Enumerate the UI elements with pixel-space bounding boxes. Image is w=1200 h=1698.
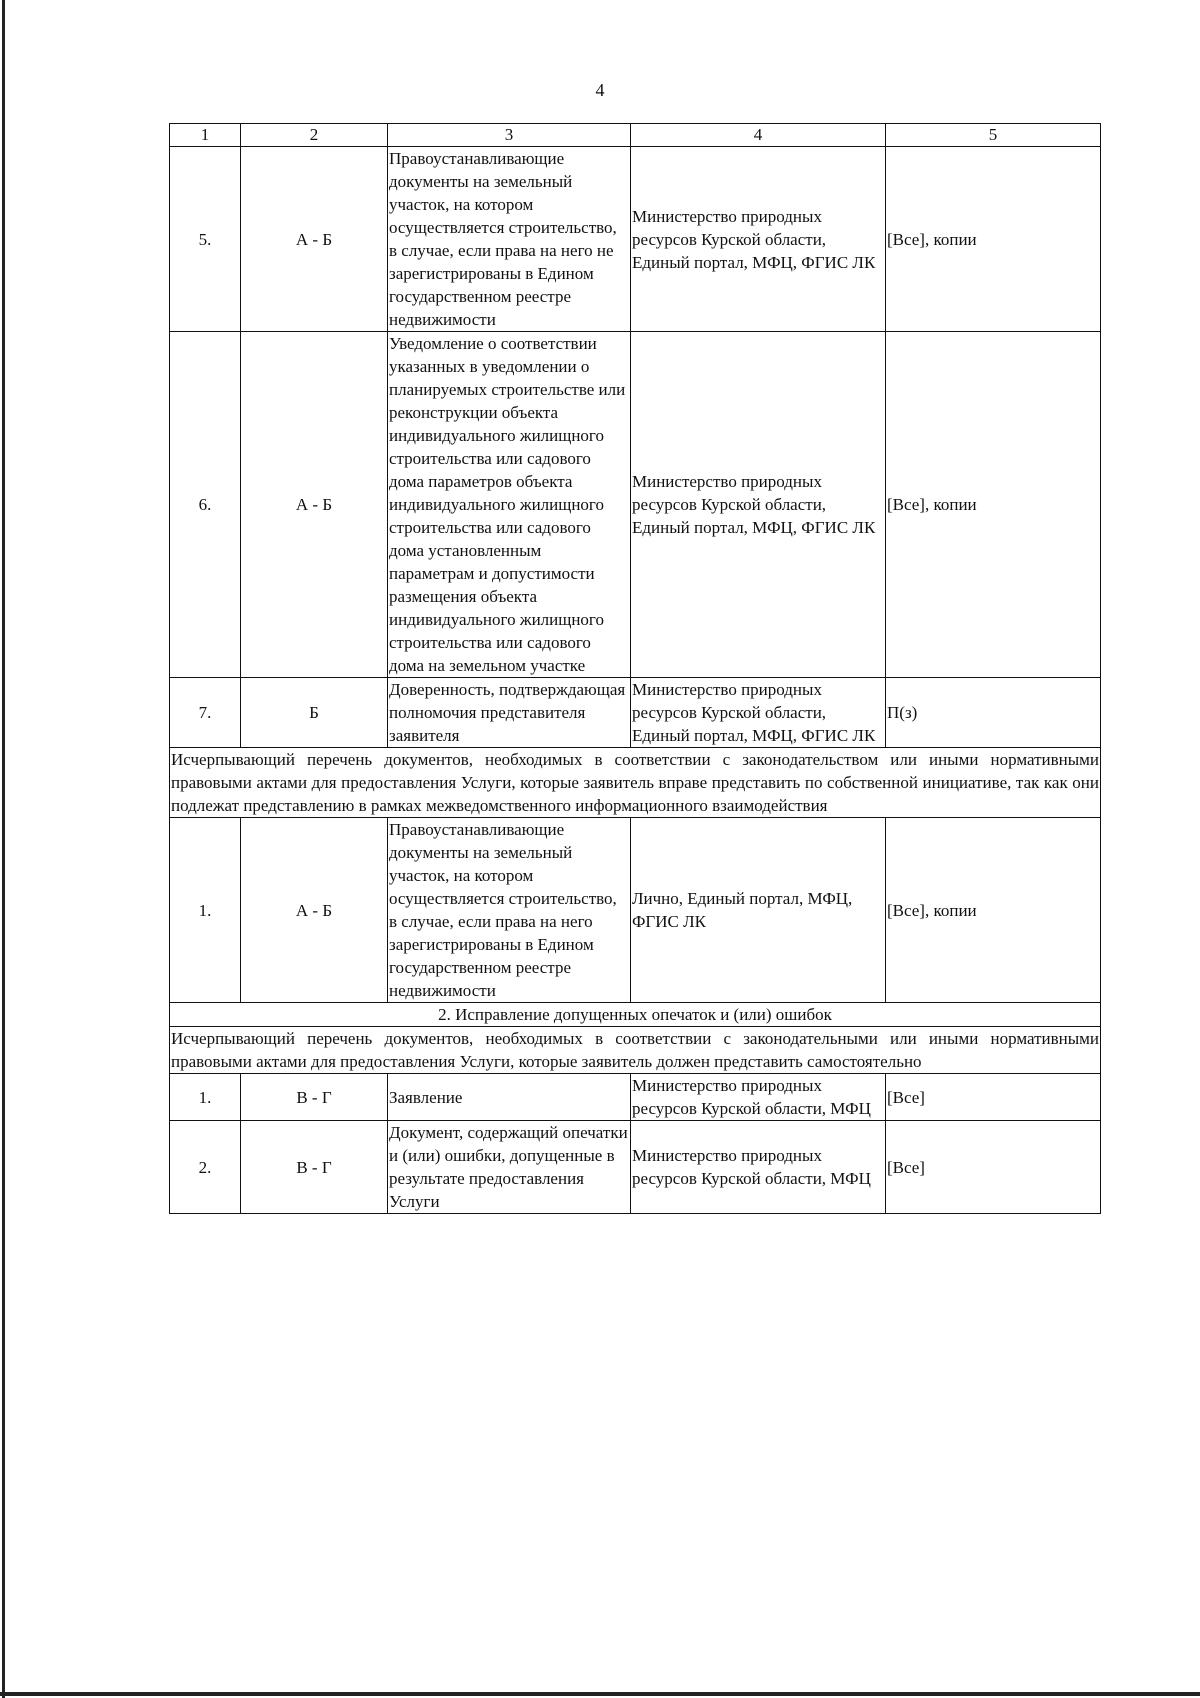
header-col-1: 1 <box>170 124 241 147</box>
row-source: Министерство природных ресурсов Курской области, МФЦ <box>631 1121 886 1214</box>
documents-table <box>169 123 1101 1214</box>
header-row <box>170 124 1101 147</box>
row-number: 6. <box>170 332 241 678</box>
table-row <box>170 147 1101 332</box>
row-form: [Все] <box>886 1121 1101 1214</box>
row-number: 1. <box>170 818 241 1003</box>
row-source: Министерство природных ресурсов Курской области, Единый портал, МФЦ, ФГИС ЛК <box>631 147 886 332</box>
section-2-title: 2. Исправление допущенных опечаток и (или) ошибок <box>170 1003 1101 1027</box>
row-document: Доверенность, подтверждающая полномочия представителя заявителя <box>388 678 631 748</box>
row-number: 5. <box>170 147 241 332</box>
row-number: 2. <box>170 1121 241 1214</box>
header-col-3: 3 <box>388 124 631 147</box>
header-col-5: 5 <box>886 124 1101 147</box>
row-source: Министерство природных ресурсов Курской области, Единый портал, МФЦ, ФГИС ЛК <box>631 678 886 748</box>
header-col-2: 2 <box>241 124 388 147</box>
row-document: Заявление <box>388 1074 631 1121</box>
row-category: А - Б <box>241 147 388 332</box>
row-category: А - Б <box>241 332 388 678</box>
section-row <box>170 1027 1101 1074</box>
table-row <box>170 1121 1101 1214</box>
row-number: 1. <box>170 1074 241 1121</box>
row-number: 7. <box>170 678 241 748</box>
row-source: Министерство природных ресурсов Курской области, МФЦ <box>631 1074 886 1121</box>
table-row <box>170 818 1101 1003</box>
row-document: Документ, содержащий опечатки и (или) ошибки, допущенные в результате предоставления Услуги <box>388 1121 631 1214</box>
row-document: Уведомление о соответствии указанных в уведомлении о планируемых строительстве или реконструкции объекта индивидуального жилищного строительства или садового дома параметров объекта индивидуального жилищного строительства или садового дома установленным параметрам и допустимости размещения объекта индивидуального жилищного строительства или садового дома на земельном участке <box>388 332 631 678</box>
row-document: Правоустанавливающие документы на земельный участок, на котором осуществляется строительство, в случае, если права на него не зарегистрированы в Едином государственном реестре недвижимости <box>388 147 631 332</box>
row-source: Лично, Единый портал, МФЦ, ФГИС ЛК <box>631 818 886 1003</box>
section-row <box>170 748 1101 818</box>
header-col-4: 4 <box>631 124 886 147</box>
row-category: В - Г <box>241 1121 388 1214</box>
row-form: [Все], копии <box>886 332 1101 678</box>
row-form: П(з) <box>886 678 1101 748</box>
row-category: В - Г <box>241 1074 388 1121</box>
table-row <box>170 1074 1101 1121</box>
row-document: Правоустанавливающие документы на земельный участок, на котором осуществляется строительство, в случае, если права на него зарегистрированы в Едином государственном реестре недвижимости <box>388 818 631 1003</box>
page-number: 4 <box>595 80 605 100</box>
row-form: [Все], копии <box>886 818 1101 1003</box>
row-category: Б <box>241 678 388 748</box>
section-title-row <box>170 1003 1101 1027</box>
table-row <box>170 678 1101 748</box>
section-own-initiative: Исчерпывающий перечень документов, необходимых в соответствии с законодательством или иными нормативными правовыми актами для предоставления Услуги, которые заявитель вправе представить по собственной инициативе, так как они подлежат представлению в рамках межведомственного информационного взаимодействия <box>170 748 1101 818</box>
table-row <box>170 332 1101 678</box>
scan-left-edge <box>2 0 5 1698</box>
row-form: [Все] <box>886 1074 1101 1121</box>
row-category: А - Б <box>241 818 388 1003</box>
row-form: [Все], копии <box>886 147 1101 332</box>
section-self: Исчерпывающий перечень документов, необходимых в соответствии с законодательными или иными нормативными правовыми актами для предоставления Услуги, которые заявитель должен представить самостоятельно <box>170 1027 1101 1074</box>
row-source: Министерство природных ресурсов Курской области, Единый портал, МФЦ, ФГИС ЛК <box>631 332 886 678</box>
scan-bottom-edge <box>0 1692 1200 1696</box>
